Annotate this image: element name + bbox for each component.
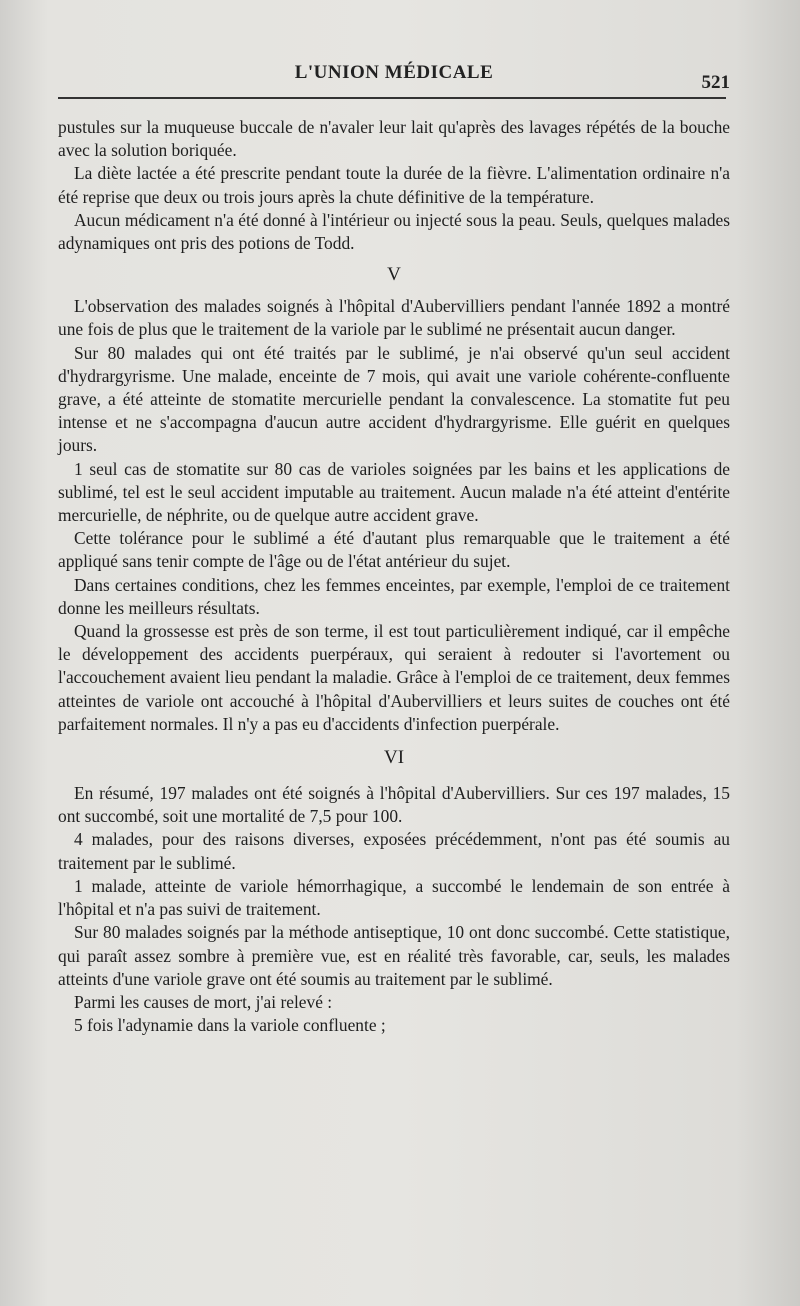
- paragraph: En résumé, 197 malades ont été soignés à l'hôpital d'Aubervilliers. Sur ces 197 malades, 15 ont succombé, soit une mortalité de 7,5 pour 100.: [58, 783, 730, 827]
- paragraph: Dans certaines conditions, chez les femmes enceintes, par exemple, l'emploi de ce traitement donne les meilleurs résultats.: [58, 574, 730, 618]
- paragraph: L'observation des malades soignés à l'hôpital d'Aubervilliers pendant l'année 1892 a montré une fois de plus que le traitement de la variole par le sublimé ne présentait aucun danger.: [58, 296, 730, 340]
- paragraph: Sur 80 malades qui ont été traités par le sublimé, je n'ai observé qu'un seul accident d'hydrargyrisme. Une malade, enceinte de 7 mois, qui avait une variole cohérente-confluente grave, a été atteinte de stomatite mercurielle pendant la convalescence. La stomatite fut peu intense et ne s'accompagna d'aucun autre accident d'hydrargyrisme. Elle guérit en quelques jours.: [58, 342, 730, 456]
- paragraph: La diète lactée a été prescrite pendant toute la durée de la fièvre. L'alimentation ordinaire n'a été reprise que deux ou trois jours après la chute définitive de la température.: [58, 163, 730, 207]
- section-heading-v: V: [387, 264, 401, 286]
- section-heading-vi: VI: [383, 747, 405, 769]
- page-number: 521: [701, 72, 730, 93]
- paragraph: 4 malades, pour des raisons diverses, exposées précédemment, n'ont pas été soumis au traitement par le sublimé.: [58, 829, 730, 873]
- paragraph: Cette tolérance pour le sublimé a été d'autant plus remarquable que le traitement a été appliqué sans tenir compte de l'âge ou de l'état antérieur du sujet.: [58, 528, 730, 572]
- body-text: [58, 116, 730, 1037]
- paragraph: Aucun médicament n'a été donné à l'intérieur ou injecté sous la peau. Seuls, quelques malades adynamiques ont pris des potions de Todd.: [58, 209, 730, 254]
- paragraph: 5 fois l'adynamie dans la variole confluente ;: [74, 1015, 386, 1036]
- paragraph: 1 malade, atteinte de variole hémorrhagique, a succombé le lendemain de son entrée à l'hôpital et n'a pas suivi de traitement.: [58, 875, 730, 920]
- paragraph: pustules sur la muqueuse buccale de n'avaler leur lait qu'après des lavages répétés de la bouche avec la solution boriquée.: [58, 117, 730, 161]
- header-rule: [58, 97, 726, 99]
- paragraph: 1 seul cas de stomatite sur 80 cas de varioles soignées par les bains et les applications de sublimé, tel est le seul accident imputable au traitement. Aucun malade n'a été atteint d'entérite mercurielle, de néphrite, ou de quelque autre accident grave.: [58, 458, 730, 526]
- running-header: [58, 62, 730, 92]
- journal-title: L'UNION MÉDICALE: [294, 62, 494, 83]
- paragraph: Quand la grossesse est près de son terme, il est tout particulièrement indiqué, car il empêche le développement des accidents puerpéraux, qui seraient à redouter si l'avortement ou l'accouchement avaient lieu pendant la maladie. Grâce à l'emploi de ce traitement, deux femmes atteintes de variole ont accouché à l'hôpital d'Aubervilliers et leurs suites de couches ont été parfaitement normales. Il n'y a pas eu d'accidents d'infection puerpérale.: [58, 621, 730, 734]
- paragraph: Parmi les causes de mort, j'ai relevé :: [74, 991, 333, 1012]
- paragraph: Sur 80 malades soignés par la méthode antiseptique, 10 ont donc succombé. Cette statistique, qui paraît assez sombre à première vue, est en réalité très favorable, car, seuls, les malades atteints d'une variole grave ont été soumis au traitement par le sublimé.: [58, 922, 730, 989]
